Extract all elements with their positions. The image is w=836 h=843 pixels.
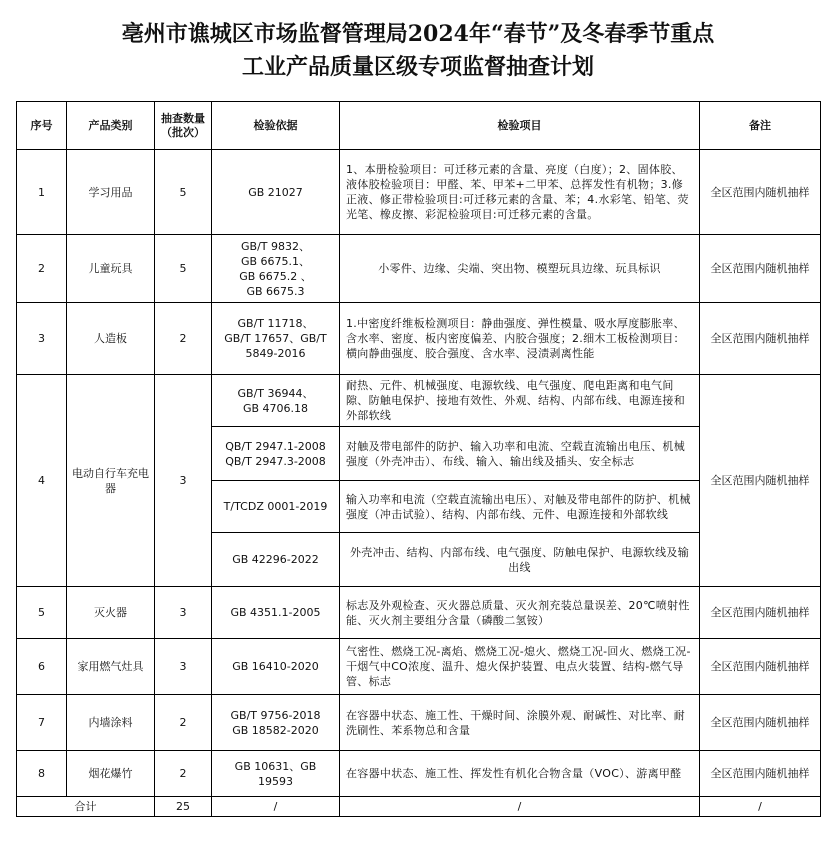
table-row: [17, 695, 821, 751]
row-items: 外壳冲击、结构、内部布线、电气强度、防触电保护、电源软线及输出线: [340, 533, 700, 587]
row-seq: 5: [17, 587, 67, 639]
row-qty: 3: [155, 639, 212, 695]
row-seq: 3: [17, 303, 67, 375]
header-qty-text: 抽查数量 （批次）: [161, 111, 205, 139]
row-basis: QB/T 2947.1-2008 QB/T 2947.3-2008: [212, 427, 340, 481]
row-seq: 7: [17, 695, 67, 751]
table-row: [17, 587, 821, 639]
header-seq: 序号: [17, 102, 67, 150]
table-row-ebike: [17, 375, 821, 427]
row-category: 家用燃气灶具: [67, 639, 155, 695]
row-basis: GB/T 9756-2018 GB 18582-2020: [212, 695, 340, 751]
title-line-2: 工业产品质量区级专项监督抽查计划: [241, 54, 594, 80]
row-category: 灭火器: [67, 587, 155, 639]
row-qty: 2: [155, 751, 212, 797]
row-qty: 2: [155, 695, 212, 751]
table-row: [17, 235, 821, 303]
row-category: 学习用品: [67, 150, 155, 235]
row-category: 人造板: [67, 303, 155, 375]
row-basis: GB 10631、GB 19593: [212, 751, 340, 797]
row-category: 烟花爆竹: [67, 751, 155, 797]
row-note: 全区范围内随机抽样: [700, 695, 821, 751]
row-note: 全区范围内随机抽样: [700, 751, 821, 797]
row-basis: GB 21027: [212, 150, 340, 235]
plan-table: [16, 101, 821, 817]
row-note: 全区范围内随机抽样: [700, 235, 821, 303]
row-seq: 4: [17, 375, 67, 587]
row-items: 在容器中状态、施工性、挥发性有机化合物含量（VOC）、游离甲醛: [340, 751, 700, 797]
table-row: [17, 639, 821, 695]
row-seq: 1: [17, 150, 67, 235]
total-note: /: [700, 797, 821, 817]
row-note: 全区范围内随机抽样: [700, 303, 821, 375]
total-label: 合计: [17, 797, 155, 817]
header-category: 产品类别: [67, 102, 155, 150]
row-qty: 3: [155, 375, 212, 587]
row-seq: 2: [17, 235, 67, 303]
row-items: 在容器中状态、施工性、干燥时间、涂膜外观、耐碱性、对比率、耐洗刷性、苯系物总和含量: [340, 695, 700, 751]
total-items: /: [340, 797, 700, 817]
page-title: [0, 0, 836, 88]
total-row: [17, 797, 821, 817]
header-items: 检验项目: [340, 102, 700, 150]
table-row: [17, 150, 821, 235]
row-note: 全区范围内随机抽样: [700, 150, 821, 235]
row-basis: GB/T 9832、 GB 6675.1、 GB 6675.2 、 GB 6675.3: [212, 235, 340, 303]
row-category: 电动自行车充电器: [67, 375, 155, 587]
table-row: [17, 751, 821, 797]
row-basis: GB 42296-2022: [212, 533, 340, 587]
header-basis: 检验依据: [212, 102, 340, 150]
row-qty: 5: [155, 235, 212, 303]
row-note: 全区范围内随机抽样: [700, 587, 821, 639]
header-note: 备注: [700, 102, 821, 150]
total-basis: /: [212, 797, 340, 817]
row-basis: GB/T 11718、 GB/T 17657、GB/T 5849-2016: [212, 303, 340, 375]
row-items: 输入功率和电流（空载直流输出电压）、对触及带电部件的防护、机械强度（冲击试验）、结构、内部布线、元件、电源连接和外部软线: [340, 481, 700, 533]
plan-table-wrapper: [16, 101, 820, 817]
row-note: 全区范围内随机抽样: [700, 375, 821, 587]
row-basis: GB/T 36944、 GB 4706.18: [212, 375, 340, 427]
total-qty: 25: [155, 797, 212, 817]
row-items: 对触及带电部件的防护、输入功率和电流、空载直流输出电压、机械强度（外壳冲击）、布线、输入、输出线及插头、安全标志: [340, 427, 700, 481]
row-items: 小零件、边缘、尖端、突出物、模塑玩具边缘、玩具标识: [340, 235, 700, 303]
row-items: 1.中密度纤维板检测项目：静曲强度、弹性模量、吸水厚度膨胀率、含水率、密度、板内密度偏差、内胶合强度；2.细木工板检测项目：横向静曲强度、胶合强度、含水率、浸渍剥离性能: [340, 303, 700, 375]
row-qty: 3: [155, 587, 212, 639]
header-row: [17, 102, 821, 150]
title-line-1: 亳州市谯城区市场监督管理局2024年“春节”及冬春季节重点: [121, 21, 715, 47]
row-qty: 5: [155, 150, 212, 235]
row-basis: GB 4351.1-2005: [212, 587, 340, 639]
header-qty: [155, 102, 212, 150]
row-category: 儿童玩具: [67, 235, 155, 303]
row-seq: 8: [17, 751, 67, 797]
row-basis: T/TCDZ 0001-2019: [212, 481, 340, 533]
row-note: 全区范围内随机抽样: [700, 639, 821, 695]
row-category: 内墙涂料: [67, 695, 155, 751]
row-items: 1、本册检验项目：可迁移元素的含量、亮度（白度）；2、固体胶、液体胶检验项目：甲醛、苯、甲苯+二甲苯、总挥发性有机物；3.修正液、修正带检验项目:可迁移元素的含量、苯；4.水彩笔、铅笔、荧光笔、橡皮擦、彩泥检验项目:可迁移元素的含量。: [340, 150, 700, 235]
row-seq: 6: [17, 639, 67, 695]
table-row: [17, 303, 821, 375]
row-qty: 2: [155, 303, 212, 375]
row-items: 标志及外观检查、灭火器总质量、灭火剂充装总量误差、20℃喷射性能、灭火剂主要组分含量（磷酸二氢铵）: [340, 587, 700, 639]
row-items: 气密性、燃烧工况-离焰、燃烧工况-熄火、燃烧工况-回火、燃烧工况-干烟气中CO浓度、温升、熄火保护装置、电点火装置、结构-燃气导管、标志: [340, 639, 700, 695]
row-basis: GB 16410-2020: [212, 639, 340, 695]
row-items: 耐热、元件、机械强度、电源软线、电气强度、爬电距离和电气间隙、防触电保护、接地有效性、外观、结构、内部布线、电源连接和外部软线: [340, 375, 700, 427]
